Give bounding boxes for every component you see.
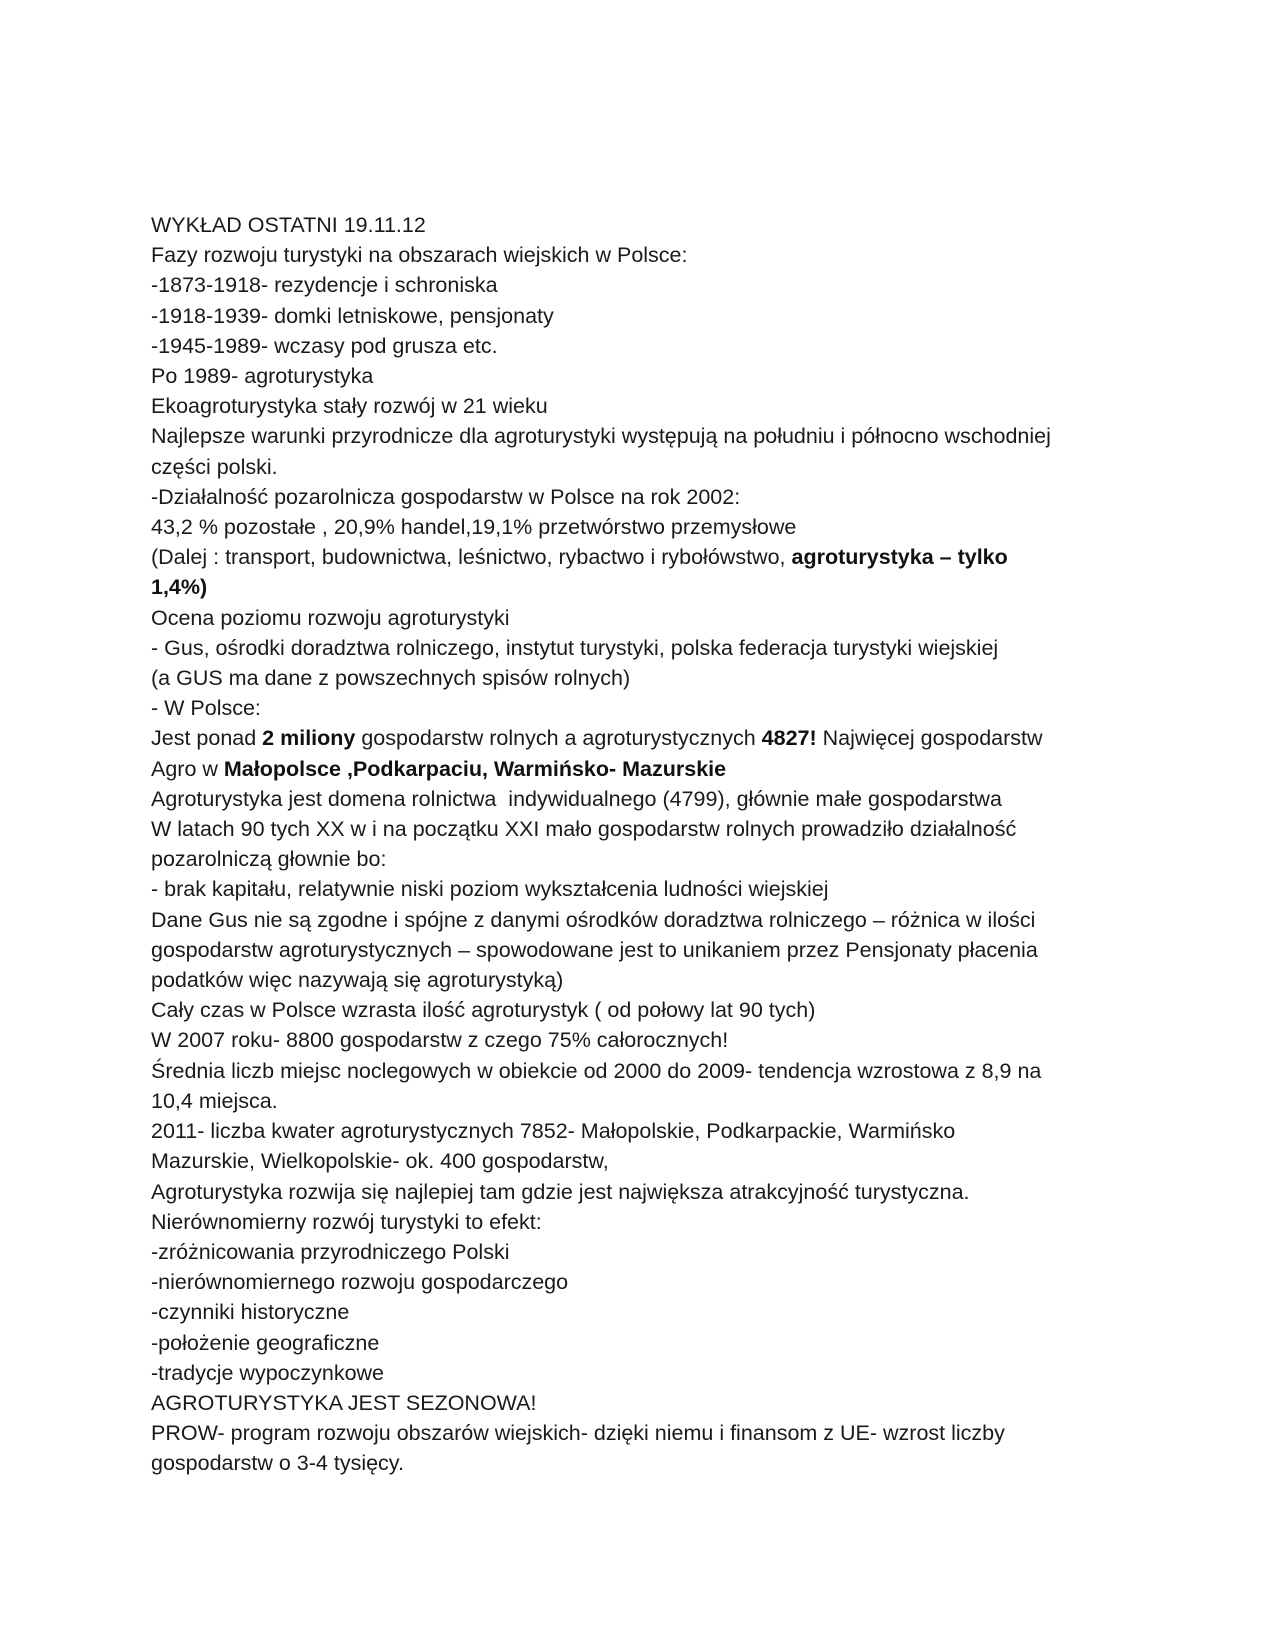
text-line: -Działalność pozarolnicza gospodarstw w Polsce na rok 2002: [151, 484, 741, 509]
text-line-mixed [151, 542, 1131, 572]
text-line: gospodarstw o 3-4 tysięcy. [151, 1451, 404, 1476]
text-line: AGROTURYSTYKA JEST SEZONOWA! [151, 1390, 537, 1415]
bold-text-run: 4827! [761, 726, 817, 751]
text-line: Po 1989- agroturystyka [151, 364, 374, 389]
text-line: PROW- program rozwoju obszarów wiejskich- dzięki niemu i finansom z UE- wzrost liczby [151, 1421, 1005, 1446]
text-line: - W Polsce: [151, 696, 261, 721]
text-line: 10,4 miejsca. [151, 1088, 278, 1113]
text-line: - brak kapitału, relatywnie niski poziom wykształcenia ludności wiejskiej [151, 877, 829, 902]
text-line: pozarolniczą głownie bo: [151, 847, 387, 872]
text-line: 2011- liczba kwater agroturystycznych 7852- Małopolskie, Podkarpackie, Warmińsko [151, 1119, 956, 1144]
text-line: Agroturystyka jest domena rolnictwa indywidualnego (4799), głównie małe gospodarstwa [151, 786, 1002, 811]
text-line: Dane Gus nie są zgodne i spójne z danymi ośrodków doradztwa rolniczego – różnica w ilości [151, 907, 1036, 932]
text-line: Agroturystyka rozwija się najlepiej tam gdzie jest największa atrakcyjność turystyczna. [151, 1179, 970, 1204]
text-line-mixed [151, 723, 1131, 753]
text-line: Cały czas w Polsce wzrasta ilość agroturystyk ( od połowy lat 90 tych) [151, 998, 816, 1023]
text-line: Ekoagroturystyka stały rozwój w 21 wieku [151, 394, 548, 419]
text-run: (Dalej : transport, budownictwa, leśnictwo, rybactwo i rybołówstwo, [151, 545, 792, 570]
text-line: Mazurskie, Wielkopolskie- ok. 400 gospodarstw, [151, 1149, 609, 1174]
text-line: -położenie geograficzne [151, 1330, 380, 1355]
text-line: Ocena poziomu rozwoju agroturystyki [151, 605, 510, 630]
text-line: -zróżnicowania przyrodniczego Polski [151, 1239, 510, 1264]
text-line: -1918-1939- domki letniskowe, pensjonaty [151, 303, 554, 328]
text-line: -1873-1918- rezydencje i schroniska [151, 273, 498, 298]
text-line: Nierównomierny rozwój turystyki to efekt: [151, 1209, 542, 1234]
text-run: Jest ponad [151, 726, 263, 751]
document-body [151, 210, 1131, 1479]
text-line: Fazy rozwoju turystyki na obszarach wiejskich w Polsce: [151, 243, 688, 268]
document-title: WYKŁAD OSTATNI 19.11.12 [151, 213, 426, 237]
bold-text-run: 1,4%) [151, 575, 208, 600]
text-run: Agro w [151, 756, 224, 781]
text-line [151, 572, 1131, 602]
text-line: Najlepsze warunki przyrodnicze dla agroturystyki występują na południu i północno wschodniej [151, 424, 1051, 449]
bold-text-run: Małopolsce ,Podkarpaciu, Warmińsko- Mazurskie [223, 756, 727, 781]
bold-text-run: 2 miliony [262, 726, 356, 751]
text-line: podatków więc nazywają się agroturystyką) [151, 968, 564, 993]
text-line: W latach 90 tych XX w i na początku XXI mało gospodarstw rolnych prowadziło działalność [151, 817, 1017, 842]
text-line: gospodarstw agroturystycznych – spowodowane jest to unikaniem przez Pensjonaty płacenia [151, 937, 1038, 962]
text-line: -tradycje wypoczynkowe [151, 1360, 385, 1385]
text-line: 43,2 % pozostałe , 20,9% handel,19,1% przetwórstwo przemysłowe [151, 515, 797, 540]
text-line: - Gus, ośrodki doradztwa rolniczego, instytut turystyki, polska federacja turystyki wiejskiej [151, 635, 999, 660]
text-line: W 2007 roku- 8800 gospodarstw z czego 75% całorocznych! [151, 1028, 729, 1053]
text-line: -nierównomiernego rozwoju gospodarczego [151, 1270, 569, 1295]
text-line: -1945-1989- wczasy pod grusza etc. [151, 333, 498, 358]
text-run: Najwięcej gospodarstw [816, 726, 1043, 751]
text-line: Średnia liczb miejsc noclegowych w obiekcie od 2000 do 2009- tendencja wzrostowa z 8,9 na [151, 1058, 1042, 1083]
text-line: -czynniki historyczne [151, 1300, 350, 1325]
bold-text-run: agroturystyka – tylko [791, 545, 1008, 570]
text-line: (a GUS ma dane z powszechnych spisów rolnych) [151, 666, 631, 691]
text-line-mixed [151, 754, 1131, 784]
text-run: gospodarstw rolnych a agroturystycznych [355, 726, 762, 751]
text-line: części polski. [151, 454, 278, 479]
